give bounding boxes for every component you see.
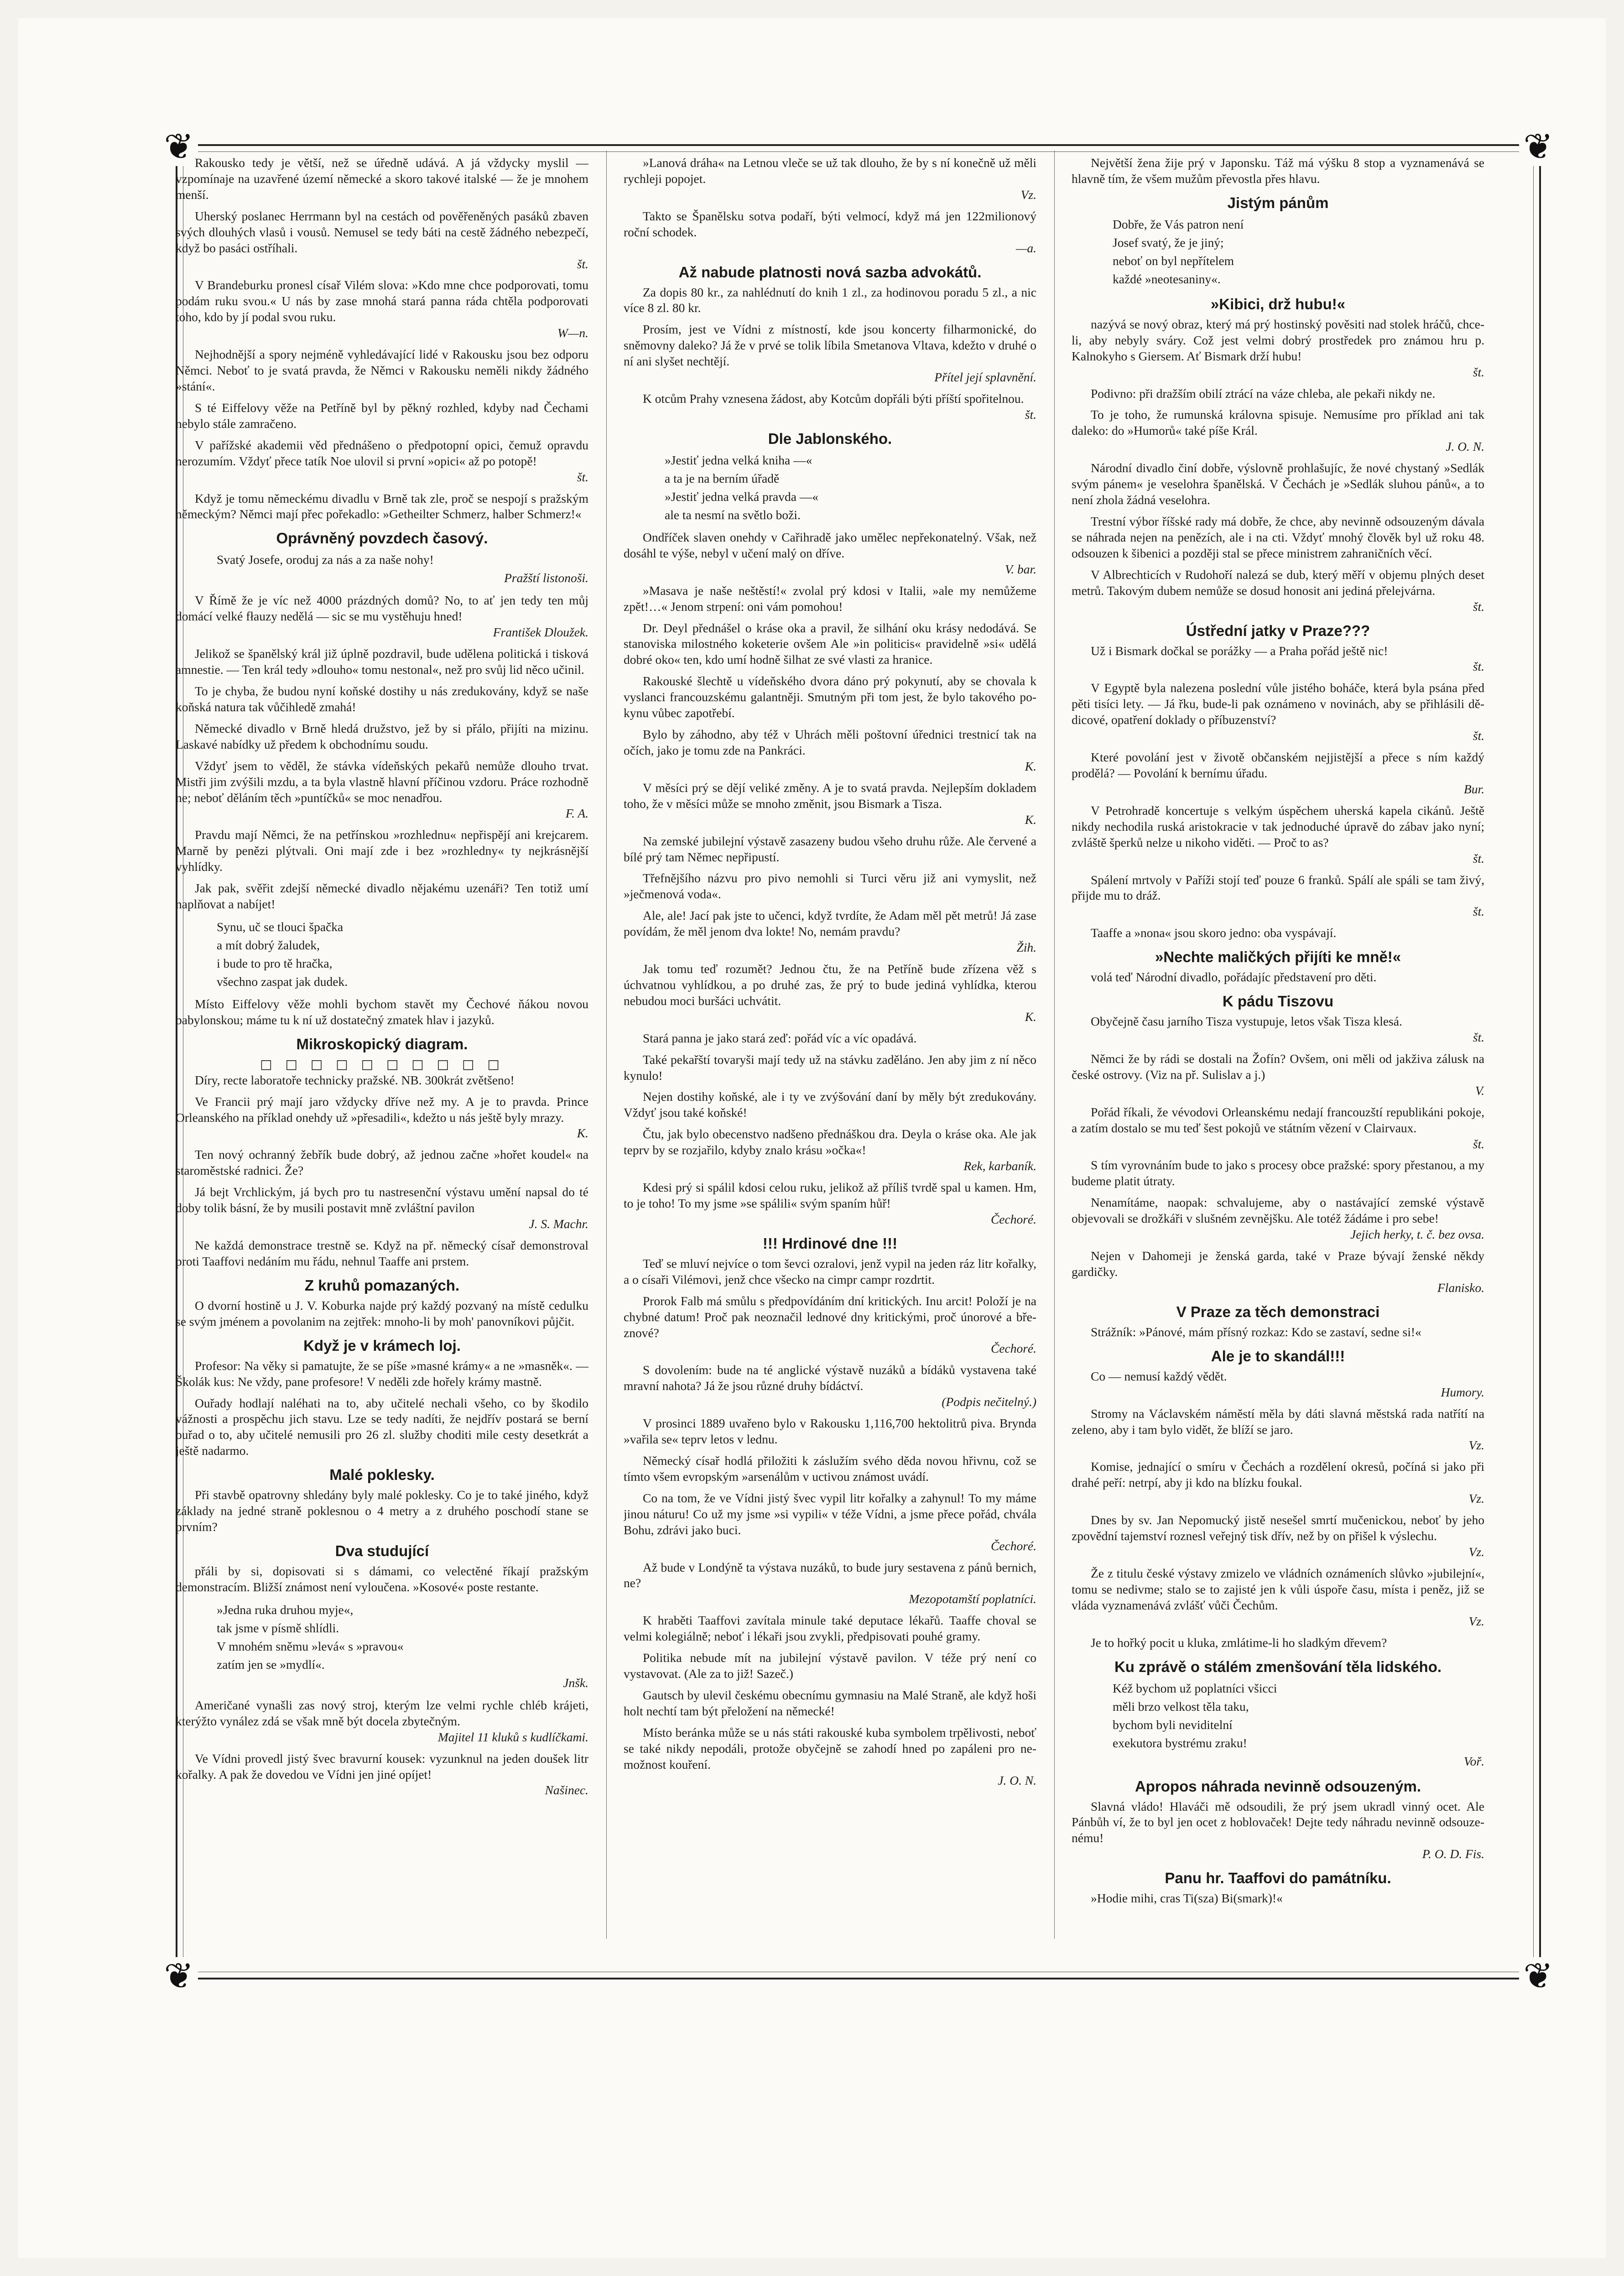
article-paragraph <box>1072 514 1484 562</box>
article-heading: »Kibici, drž hubu!« <box>1210 295 1346 312</box>
article-paragraph <box>624 1613 1036 1645</box>
author-signature: P. O. D. Fis. <box>1422 1847 1484 1861</box>
article-paragraph <box>624 322 1036 385</box>
article-paragraph <box>624 727 1036 775</box>
article-paragraph <box>624 833 1036 865</box>
author-signature: Flanisko. <box>1437 1280 1484 1295</box>
paragraph-text: Ale, ale! Jací pak jste to učenci, když tvrdíte, že Adam měl pět metrů! Já zase povídám, že měl jenom dva lokte! No, nemám pravdu? <box>624 908 1036 939</box>
article-paragraph <box>1072 567 1484 615</box>
paragraph-text: Místo beránka může se u nás státi rakouské kuba symbolem trpělivosti, neboť se také nikdy nepodáli, protože obyčejně se zahodí hned po zapáleni pro nemožnost kouření. <box>624 1725 1036 1771</box>
paragraph-text: V prosinci 1889 uvařeno bylo v Rakousku 1,116,700 hektolitrů piva. Brynda »vařila se« teprv letos v lednu. <box>624 1416 1036 1447</box>
author-signature: Přítel její splavnění. <box>934 370 1036 385</box>
article-paragraph <box>1072 1324 1484 1340</box>
paragraph-text: Obyčejně času jarního Tisza vystupuje, letos však Tisza klesá. <box>1091 1014 1402 1029</box>
article-paragraph <box>624 1256 1036 1288</box>
article-paragraph <box>176 593 588 641</box>
article-paragraph <box>176 1073 588 1089</box>
paragraph-text: Národní divadlo činí dobře, výslovně prohlašujíc, že nové chystaný »Sedlák svým pánem« je veselohra španělská. V Čechách je »Sedlák sluhou pánů«, a to není zhola žádná veselohra. <box>1072 461 1484 507</box>
author-signature: št. <box>1473 729 1484 743</box>
article-heading: K pádu Tiszovu <box>1222 993 1334 1010</box>
article-paragraph <box>624 155 1036 203</box>
article-paragraph <box>624 1416 1036 1448</box>
paragraph-text: Třefnějšího názvu pro pivo nemohli si Turci věru již ani vymyslit, než »ječmenová voda«. <box>624 871 1036 901</box>
article-paragraph <box>624 1089 1036 1121</box>
paragraph-text: Dnes by sv. Jan Nepomucký jistě nesešel smrtí mučenickou, neboť by jeho zpovědní tajemství roznesl veřejný tisk dřív, než by on přišel k výslechu. <box>1072 1513 1484 1543</box>
paragraph-text: K otcům Prahy vznesena žádost, aby Kotcům dopřáli býti příští spořitelnou. <box>643 391 1024 406</box>
article-paragraph <box>624 1031 1036 1047</box>
article-heading: !!! Hrdinové dne !!! <box>762 1234 898 1252</box>
paragraph-text: Stará panna je jako stará zeď: pořád víc a víc opadává. <box>643 1031 917 1045</box>
article-paragraph <box>176 1094 588 1142</box>
paragraph-text: Ten nový ochranný žebřík bude dobrý, až jednou začne »hořet koudel« na staroměstské radnici. Že? <box>176 1147 588 1178</box>
column-left <box>176 155 588 1934</box>
article-paragraph <box>176 491 588 523</box>
article-paragraph <box>624 1362 1036 1410</box>
paragraph-text: Místo Eiffelovy věže mohli bychom stavět my Čechové ňákou novou babylonskou; máme tu k ní už dostatečný zmatek hlav i jazyků. <box>176 996 588 1027</box>
paragraph-text: Nejhodnější a spory nejméně vyhledávající lidé v Rakousku jsou bez odporu Němci. Neboť to je svatá pravda, že Němci v Rakousku neměli nikdy žádného »stání«. <box>176 347 588 393</box>
article-paragraph <box>176 996 588 1028</box>
article-heading: Ústřední jatky v Praze??? <box>1186 622 1370 639</box>
paragraph-text: Díry, recte laboratoře technicky pražské. NB. 300krát zvětšeno! <box>195 1073 515 1087</box>
article-heading: Apropos náhrada nevinně odsouzeným. <box>1135 1777 1421 1795</box>
paragraph-text: Na zemské jubilejní výstavě zasazeny budou všeho druhu růže. Ale červené a bílé prý tam Němec nepřipustí. <box>624 833 1036 864</box>
verse-line: Synu, uč se tlouci špačka <box>217 919 344 934</box>
author-signature: Vz. <box>1468 1438 1484 1453</box>
paragraph-text: Jak pak, svěřit zdejší německé divadlo nějakému uzenáři? Ten totiž umí naplňovat a nabíjet! <box>176 881 588 911</box>
paragraph-text: Slavná vládo! Hlaváči mě odsoudili, že prý jsem ukradl vinný ocet. Ale Pánbůh ví, že to byl jen ocet z hoblovaček! Dejte tedy náhradu nevinně odsouzenému! <box>1072 1799 1484 1845</box>
article-paragraph <box>1072 1635 1484 1651</box>
article-paragraph <box>624 780 1036 828</box>
paragraph-text: Stromy na Václavském náměstí měla by dáti slavná městská rada natřítí na zeleno, aby i tam bylo vidět, že blíží se jaro. <box>1072 1406 1484 1437</box>
verse-line: i bude to pro tě hračka, <box>217 956 333 970</box>
paragraph-text: S tím vyrovnáním bude to jako s procesy obce pražské: spory přestanou, a my budeme platit útraty. <box>1072 1158 1484 1188</box>
article-paragraph <box>176 1184 588 1232</box>
paragraph-text: Trestní výbor říšské rady má dobře, že chce, aby nevinně odsouzeným dávala se náhrada nejen na penězích, ale i na cti. Vždyť mnohý člověk byl už roku 48. odsouzen k šibenici a později stal se přece ministrem zahraničních věcí. <box>1072 514 1484 560</box>
paragraph-text: Ve Vídni provedl jistý švec bravurní kousek: vyzunknul na jeden doušek litr kořalky. A pak že dovedou ve Vídni jen jiné opíjet! <box>176 1751 588 1781</box>
article-paragraph <box>176 400 588 432</box>
paragraph-text: »Lanová dráha« na Letnou vleče se už tak dlouho, že by s ní konečně už měli rychleji popojet. <box>624 156 1036 186</box>
article-paragraph <box>1072 680 1484 744</box>
paragraph-text: Američané vynašli zas nový stroj, kterým lze velmi rychle chléb krájeti, kterýžto vynález zdá se však mně být docela zbytečným. <box>176 1698 588 1728</box>
article-heading: Ku zprávě o stálém zmenšování těla lidského. <box>1114 1658 1442 1675</box>
author-signature: št. <box>1473 365 1484 379</box>
article-paragraph <box>1072 1014 1484 1046</box>
article-paragraph <box>1072 1104 1484 1152</box>
paragraph-text: Pořád říkali, že vévodovi Orleanskému nedají francouzští republikáni pokoje, a zatím dostalo se mu teď šest pokojů ve státním vězení v Clairvaux. <box>1072 1104 1484 1135</box>
paragraph-text: V Petrohradě koncertuje s velkým úspěchem uherská kapela cikánů. Ještě nikdy nechodila ruská aristokracie v tak jednoduché úpravě do zábav jako nyní; zvláště šperků nelze u nikoho viděti. — Proč to as? <box>1072 803 1484 849</box>
author-signature: Mezopotamští poplatníci. <box>909 1592 1036 1606</box>
author-signature: Jejich herky, t. č. bez ovsa. <box>1350 1227 1484 1242</box>
article-paragraph <box>176 880 588 912</box>
paragraph-text: Jelikož se španělský král již úplně pozdravil, bude udělena politická i tisková amnestie. — Ten král tedy »dlouho« tomu nestonal«, než pro svůj lid něco učinil. <box>176 646 588 677</box>
paragraph-text: Spálení mrtvoly v Paříži stojí teď pouze 6 franků. Spálí ale spáli se tam živý, přijde mu to dráž. <box>1072 872 1484 903</box>
author-signature: V. bar. <box>1005 562 1036 576</box>
article-paragraph <box>176 1396 588 1459</box>
article-paragraph <box>176 1238 588 1270</box>
article-paragraph <box>1072 1051 1484 1099</box>
author-signature: Čechoré. <box>990 1341 1036 1356</box>
verse-line: »Jestiť jedna velká pravda —« <box>665 489 819 504</box>
paragraph-text: S té Eiffelovy věže na Petříně byl by pěkný rozhled, kdyby nad Čechami nebylo stále zamračeno. <box>176 400 588 431</box>
article-paragraph <box>176 1358 588 1390</box>
verse-line: V mnohém sněmu »levá« s »pravou« <box>217 1639 404 1653</box>
article-paragraph <box>1072 1891 1484 1906</box>
verse-line: bychom byli neviditelní <box>1113 1717 1233 1732</box>
author-signature: Žih. <box>1016 940 1036 955</box>
verse-block <box>217 551 588 587</box>
paragraph-text: To je chyba, že budou nyní koňské dostihy u nás zredukovány, když se naše koňská natura tak vůčihledě zmahá! <box>176 683 588 714</box>
paragraph-text: To je toho, že rumunská královna spisuje. Nemusíme pro příklad ani tak daleko: do »Humorů« také píše Král. <box>1072 407 1484 438</box>
article-heading: Mikroskopický diagram. <box>296 1035 468 1052</box>
ornamental-corner-icon: ❦ <box>1519 1957 1557 1995</box>
verse-line: neboť on byl nepřítelem <box>1113 253 1234 268</box>
paragraph-text: Už i Bismark dočkal se porážky — a Praha pořád ještě nic! <box>1091 643 1388 658</box>
author-signature: K. <box>1025 1009 1036 1024</box>
verse-line: ale ta nesmí na světlo boži. <box>665 507 801 522</box>
article-paragraph <box>176 208 588 272</box>
author-signature: št. <box>577 469 588 484</box>
article-heading: Malé poklesky. <box>329 1466 435 1484</box>
author-signature: št. <box>1473 1030 1484 1045</box>
paragraph-text: Nejen v Dahomeji je ženská garda, také v Praze bývají ženské někdy gardičky. <box>1072 1249 1484 1279</box>
article-paragraph <box>624 1560 1036 1608</box>
paragraph-text: Jak tomu teď rozumět? Jednou čtu, že na Petříně bude zřízena věž s úchvatnou vyhlídkou, a po druhé zas, že prý to bude jediná vyhlídka, kterou nebudou moci buršáci uchvátit. <box>624 962 1036 1008</box>
ornamental-corner-icon: ❦ <box>160 128 198 166</box>
author-signature: K. <box>577 1126 588 1141</box>
article-paragraph <box>176 155 588 203</box>
paragraph-text: Že z titulu české výstavy zmizelo ve vládních oznámeních slůvko »jubilejní«, tomu se nedivme; stalo se to zajisté jen k vůli úspoře času, místa i peněz, již se vláda vyznamenává zvlášť vůči Čechům. <box>1072 1566 1484 1612</box>
column-rule <box>1054 151 1055 1939</box>
paragraph-text: Vždyť jsem to věděl, že stávka vídeňských pekařů nemůže dlouho trvat. Mistři jim zvýšili mzdu, a ta byla vlastně hlavní příčinou vzdoru. Práce rozhodně ne; neboť děláním těch »puntíčků« se moc nenadřou. <box>176 758 588 805</box>
article-paragraph <box>176 721 588 753</box>
paragraph-text: »Hodie mihi, cras Ti(sza) Bi(smark)!« <box>1091 1891 1283 1906</box>
article-paragraph <box>176 1147 588 1179</box>
paragraph-text: Prosím, jest ve Vídni z místností, kde jsou koncerty filharmonické, do sněmovny daleko? Já že v prvé se tolik líbila Smetanova Vltava, kdežto v druhé o ní ani slyšet nechtějí. <box>624 322 1036 369</box>
paragraph-text: Za dopis 80 kr., za nahlédnutí do knih 1 zl., za hodinovou poradu 5 zl., a nic více 8 zl. 80 kr. <box>624 285 1036 315</box>
article-paragraph <box>1072 1799 1484 1863</box>
article-paragraph <box>1072 969 1484 985</box>
article-paragraph <box>1072 317 1484 380</box>
diagram-boxes: □ □ □ □ □ □ □ □ □ □ <box>260 1056 504 1072</box>
paragraph-text: Já bejt Vrchlickým, já bych pro tu nastresenční výstavu umění napsal do té doby tolik básní, že by musili postavit mně zvláštní pavilon <box>176 1185 588 1215</box>
article-paragraph <box>1072 155 1484 187</box>
paragraph-text: Taaffe a »nona« jsou skoro jedno: oba vyspávají. <box>1091 926 1337 940</box>
paragraph-text: Co — nemusí každý vědět. <box>1091 1369 1227 1383</box>
paragraph-text: V pařížské akademii věd přednášeno o předpotopní opici, čemuž opravdu nerozumím. Vždyť přece tatík Noe ulovil si první »opici« až po potopě! <box>176 437 588 468</box>
paragraph-text: V Albrechticích v Rudohoří nalezá se dub, který měří v objemu plných deset metrů. Takovým dubem nemůže se dosud honosit ani jediná přelejvárna. <box>1072 567 1484 598</box>
article-paragraph <box>1072 1248 1484 1296</box>
author-signature: Jnšk. <box>563 1675 588 1690</box>
column-middle <box>624 155 1036 1934</box>
article-paragraph <box>624 870 1036 902</box>
ornamental-corner-icon: ❦ <box>160 1957 198 1995</box>
author-signature: J. S. Machr. <box>529 1217 588 1231</box>
paragraph-text: Ondříček slaven onehdy v Cařihradě jako umělec nepřekonatelný. Však, než dosáhl te výše, nebyl v učení malý on dříve. <box>624 530 1036 560</box>
article-paragraph <box>1072 1459 1484 1507</box>
paragraph-text: Co na tom, že ve Vídni jistý švec vypil litr kořalky a zahynul! To my máme jinou náturu! Co už my jsme »si vypili« v téže Vídni, a jsme přece pořád, chvála Bohu, zdrávi jako buci. <box>624 1490 1036 1537</box>
paragraph-text: Teď se mluví nejvíce o tom ševci ozralovi, jenž vypil na jeden ráz litr kořalky, a o císaři Vilémovi, jenž chce všecko na cimpr campr rozdrtit. <box>624 1256 1036 1286</box>
author-signature: K. <box>1025 812 1036 827</box>
article-paragraph <box>624 1650 1036 1682</box>
article-paragraph <box>624 530 1036 578</box>
verse-line: každé »neotesaniny«. <box>1113 271 1221 286</box>
article-paragraph <box>624 908 1036 956</box>
paragraph-text: V měsíci prý se dějí veliké změny. A je to svatá pravda. Nejlepším dokladem toho, že v měsíci může se mnoho změnit, jsou Bismark a Tisza. <box>624 780 1036 811</box>
author-signature: Čechoré. <box>990 1538 1036 1553</box>
article-paragraph <box>624 1293 1036 1357</box>
author-signature: Rek, karbaník. <box>963 1159 1036 1173</box>
verse-line: exekutora bystrému zraku! <box>1113 1735 1247 1750</box>
paragraph-text: Pravdu mají Němci, že na petřínskou »rozhlednu« nepřispějí ani krejcarem. Marně by penězi plýtvali. Oni mají zde i bez »rozhledny« ty nejkrásnější vyhlídky. <box>176 828 588 874</box>
verse-line: tak jsme v písmě shlídli. <box>217 1620 339 1635</box>
author-signature: Voř. <box>1463 1754 1484 1768</box>
paragraph-text: Profesor: Na věky si pamatujte, že se píše »masné krámy« a ne »masněk«. — Školák kus: Ne vždy, pane profesore! V neděli zde hořely krámy mastně. <box>176 1358 588 1389</box>
paragraph-text: Uherský poslanec Herrmann byl na cestách od pověřeněných pasáků zbaven svých dlouhých vlasů i vousů. Nemusel se tedy báti na cestě žádného nebezpečí, když bo pasáci ostříhali. <box>176 208 588 255</box>
paragraph-text: Rakousko tedy je větší, než se úředně udává. A já vždycky myslil — vzpomínaje na uzavřené území německé a skoro takové italské — že je mnohem menší. <box>176 156 588 202</box>
verse-block <box>217 918 588 991</box>
article-paragraph <box>1072 925 1484 941</box>
article-paragraph <box>176 827 588 875</box>
article-paragraph <box>1072 1369 1484 1401</box>
article-heading: Když je v krámech loj. <box>303 1337 461 1354</box>
paragraph-text: volá teď Národní divadlo, pořádajíc představení pro děti. <box>1091 970 1377 984</box>
author-signature: V. <box>1475 1083 1484 1098</box>
paragraph-text: Němci že by rádi se dostali na Žofín? Ovšem, oni měli od jakživa zálusk na české ostrovy. (Viz na př. Sulislav a j.) <box>1072 1051 1484 1082</box>
paragraph-text: Které povolání jest v životě občanském nejjistější a přece s ním každý prodělá? — Povolání k bernímu úřadu. <box>1072 750 1484 780</box>
verse-block <box>1113 215 1484 288</box>
paragraph-text: Německé divadlo v Brně hledá družstvo, jež by si přálo, přijíti na mizinu. Laskavé nabídky už předem k obchodnímu soudu. <box>176 721 588 751</box>
article-paragraph <box>176 1563 588 1595</box>
verse-line: všechno zaspat jak dudek. <box>217 974 348 989</box>
paragraph-text: Je to hořký pocit u kluka, zmlátime-li ho sladkým dřevem? <box>1091 1635 1387 1650</box>
author-signature: št. <box>1473 851 1484 865</box>
article-heading: Dle Jablonského. <box>768 430 892 447</box>
author-signature: Našinec. <box>545 1783 588 1797</box>
article-paragraph <box>176 646 588 678</box>
article-heading: Ale je to skandál!!! <box>1211 1347 1345 1365</box>
article-paragraph <box>624 1490 1036 1554</box>
paragraph-text: Největší žena žije prý v Japonsku. Táž má výšku 8 stop a vyznamenává se hlavně tím, že všem mužům převostla přes hlavu. <box>1072 156 1484 186</box>
article-paragraph <box>1072 1512 1484 1560</box>
article-paragraph <box>1072 407 1484 455</box>
article-paragraph <box>624 1180 1036 1228</box>
article-paragraph <box>176 1698 588 1745</box>
article-paragraph <box>624 673 1036 721</box>
author-signature: J. O. N. <box>998 1773 1036 1787</box>
article-paragraph <box>176 347 588 395</box>
paragraph-text: nazývá se nový obraz, který má prý hostinský pověsiti nad stolek hráčů, chce-li, aby nebyly sváry. Což jest velmi dobrý prostředek pro známou hru p. Kalnokyho s Giersem. Ať Bismark drží hubu! <box>1072 317 1484 363</box>
article-paragraph <box>624 1052 1036 1084</box>
verse-block <box>1113 1679 1484 1771</box>
author-signature: št. <box>1025 407 1036 422</box>
paragraph-text: Nenamítáme, naopak: schvalujeme, aby o nastávající zemské výstavě objevovali se drožkáři v slušném zevnějšku. Ale totéž žádáme i pro sebe! <box>1072 1195 1484 1226</box>
verse-line: a mít dobrý žaludek, <box>217 937 320 952</box>
author-signature: (Podpis nečitelný.) <box>942 1395 1036 1409</box>
paragraph-text: »Masava je naše neštěstí!« zvolal prý kdosi v Italii, »ale my nemůžeme zpět!…« Jenom strpení: oni vám pomohou! <box>624 583 1036 614</box>
verse-line: a ta je na berním úřadě <box>665 471 780 485</box>
paragraph-text: Podivno: při dražším obilí ztrácí na váze chleba, ale pekaři nikdy ne. <box>1091 386 1436 401</box>
article-paragraph <box>1072 1157 1484 1189</box>
article-heading: Panu hr. Taaffovi do památníku. <box>1165 1870 1391 1887</box>
article-paragraph <box>624 208 1036 256</box>
verse-block <box>217 1601 588 1692</box>
verse-line: Dobře, že Vás patron není <box>1113 217 1244 231</box>
ornamental-corner-icon: ❦ <box>1519 128 1557 166</box>
article-paragraph <box>176 1298 588 1330</box>
verse-line: Kéž bychom už poplatníci všicci <box>1113 1681 1277 1695</box>
paragraph-text: V Brandeburku pronesl císař Vilém slova: »Kdo mne chce podporovati, tomu podám ruku svou.« U nás by zase mnohá stará panna ráda chtěla podporovati toho, kdo by jí podal svou ruku. <box>176 278 588 324</box>
article-paragraph <box>1072 872 1484 920</box>
paragraph-text: Kdesi prý si spálil kdosi celou ruku, jelikož až příliš tvrdě spal u kamen. Hm, to je toho! To my jsme »se spálili« svým spaním hůř! <box>624 1180 1036 1211</box>
paragraph-text: K hraběti Taaffovi zavítala minule také deputace lékařů. Taaffe choval se velmi kolegiálně; neboť i lékaři jsou zvykli, předpisovati pouhé gramy. <box>624 1613 1036 1644</box>
article-paragraph <box>1072 643 1484 675</box>
verse-block <box>665 451 1036 524</box>
paragraph-text: V Egyptě byla nalezena poslední vůle jistého boháče, která byla psána před pěti tisíci lety. — Já řku, bude-li pak oznámeno v novinách, aby se přihlásili dědicové, opatření doklady o příbuzenství? <box>1072 681 1484 727</box>
article-heading: Z kruhů pomazaných. <box>304 1276 460 1294</box>
article-paragraph <box>1072 1406 1484 1454</box>
paragraph-text: S dovolením: bude na té anglické výstavě nuzáků a bídáků vystavena také mravní nahota? Já že jsou různé druhy bídáctví. <box>624 1363 1036 1393</box>
article-paragraph <box>624 285 1036 317</box>
author-signature: Vz. <box>1468 1614 1484 1628</box>
article-paragraph <box>1072 1195 1484 1243</box>
article-paragraph <box>624 1687 1036 1719</box>
paragraph-text: Politika nebude mít na jubilejní výstavě pavilon. V téže prý není co vystavovat. (Ale za to již! Sazeč.) <box>624 1651 1036 1681</box>
paragraph-text: V Římě že je víc než 4000 prázdných domů? No, to ať jen tedy ten můj domácí velké fłauzy nedělá — sic se mu vystěhuju hned! <box>176 593 588 624</box>
verse-line: zatím jen se »mydlí«. <box>217 1657 325 1672</box>
paragraph-text: O dvorní hostině u J. V. Koburka najde prý každý pozvaný na místě cedulku se svým jménem a povolanim na zejtřek: mnoho-li by moh' panovníkovi půjčit. <box>176 1298 588 1328</box>
paragraph-text: Ne každá demonstrace trestně se. Když na př. německý císař demonstroval proti Taaffovi nedáním mu řádu, nehnul Taaffe ani prstem. <box>176 1238 588 1268</box>
paragraph-text: Ouřady hodlají naléhati na to, aby učitelé nechali všeho, co by škodilo vážnosti a prospěchu jich stavu. Lze se tedy nadíti, že nejdřív postará se berní ouřad o to, aby učitelé nemusili pro 26 zl. služby choditi mile cesty desetkrát a ještě nadarmo. <box>176 1396 588 1458</box>
article-heading: Jistým pánům <box>1227 194 1329 211</box>
paragraph-text: Rakouské šlechtě u vídeňského dvora dáno prý pokynutí, aby se chovala k vyslanci francouzskému galantněji. Smutným při tom jest, že bylo takového pokynu vůbec zapotřebí. <box>624 674 1036 720</box>
paragraph-text: Při stavbě opatrovny shledány byly malé poklesky. Co je to také jiného, když základy na jedné straně poklesnou o 4 metry a z druhého poschodí stane se prvním? <box>176 1488 588 1534</box>
author-signature: F. A. <box>565 806 588 821</box>
author-signature: Bur. <box>1463 781 1484 796</box>
author-signature: Pražští listonoši. <box>504 571 588 585</box>
verse-line: Josef svatý, že je jiný; <box>1113 235 1224 250</box>
article-paragraph <box>1072 1566 1484 1630</box>
verse-line: »Jestiť jedna velká kniha —« <box>665 453 812 467</box>
author-signature: št. <box>1473 904 1484 919</box>
article-paragraph <box>624 620 1036 668</box>
paragraph-text: Bylo by záhodno, aby též v Uhrách měli poštovní úřednici trestnicí tak na očích, jako je tomu zde na Pankráci. <box>624 727 1036 757</box>
author-signature: K. <box>1025 759 1036 773</box>
article-heading: »Nechte maličkých přijíti ke mně!« <box>1155 948 1401 966</box>
article-paragraph <box>624 961 1036 1025</box>
verse-line: »Jedna ruka druhou myje«, <box>217 1602 354 1617</box>
article-heading: Oprávněný povzdech časový. <box>276 530 488 547</box>
paragraph-text: Ve Francii prý mají jaro vždycky dříve než my. A je to pravda. Prince Orleanského na příklad onehdy už »přesadili«, kdežto u nás ještě byly mrazy. <box>176 1094 588 1125</box>
article-paragraph <box>624 391 1036 423</box>
column-right <box>1072 155 1484 1934</box>
author-signature: Majitel 11 kluků s kudlíčkami. <box>437 1729 588 1744</box>
article-paragraph <box>176 277 588 341</box>
article-paragraph <box>176 1487 588 1535</box>
author-signature: Humory. <box>1441 1385 1484 1399</box>
author-signature: J. O. N. <box>1446 439 1484 454</box>
paragraph-text: Komise, jednající o smíru v Čechách a rozdělení okresů, počíná si jako při drahé peří: netrpí, aby ji kdo na blízku foukal. <box>1072 1459 1484 1490</box>
author-signature: št. <box>577 256 588 271</box>
article-paragraph <box>1072 803 1484 867</box>
paragraph-text: Strážník: »Pánové, mám přísný rozkaz: Kdo se zastaví, sedne si!« <box>1091 1324 1421 1339</box>
author-signature: —a. <box>1015 240 1036 255</box>
column-rule <box>606 151 607 1939</box>
article-heading: Až nabude platnosti nová sazba advokátů. <box>678 263 982 281</box>
article-heading: V Praze za těch demonstraci <box>1176 1303 1380 1320</box>
author-signature: Čechoré. <box>990 1212 1036 1226</box>
paragraph-text: Takto se Španělsku sotva podaří, býti velmocí, když má jen 122milionový roční schodek. <box>624 208 1036 239</box>
article-paragraph <box>1072 750 1484 797</box>
article-paragraph <box>624 583 1036 615</box>
paragraph-text: Gautsch by ulevil českému obecnímu gymnasiu na Malé Straně, ale když hoši holt nechtí tam být přeložení na německé! <box>624 1687 1036 1718</box>
paragraph-text: Až bude v Londýně ta výstava nuzáků, to bude jury sestavena z pánů bernich, ne? <box>624 1560 1036 1590</box>
paragraph-text: Také pekařští tovaryši mají tedy už na stávku zaděláno. Jen aby jim z ní něco kynulo! <box>624 1052 1036 1083</box>
paragraph-text: Nejen dostihy koňské, ale i ty ve zvýšování daní by měly být zredukovány. Vždyť jsou také koňské! <box>624 1089 1036 1120</box>
article-paragraph <box>176 1751 588 1799</box>
paragraph-text: přáli by si, dopisovati si s dámami, co velectěné říkají pražským demonstracím. Bližší známost není vyloučena. »Kosové« poste restante. <box>176 1564 588 1594</box>
article-paragraph <box>1072 460 1484 508</box>
paragraph-text: Když je tomu německému divadlu v Brně tak zle, proč se nespojí s pražským německým? Němci mají přec pořekadlo: »Getheilter Schmerz, halber Schmerz!« <box>176 491 588 521</box>
author-signature: Vz. <box>1468 1545 1484 1559</box>
verse-line: Svatý Josefe, oroduj za nás a za naše nohy! <box>217 552 434 567</box>
author-signature: W—n. <box>557 326 588 340</box>
paragraph-text: Německý císař hodlá přiložiti k záslužím svého děda novou hřivnu, což se tímto všem evropským »arsenálům v uctivou známost uvádí. <box>624 1453 1036 1484</box>
article-paragraph <box>624 1725 1036 1789</box>
verse-line: měli brzo velkost těla taku, <box>1113 1699 1249 1714</box>
article-paragraph <box>176 758 588 822</box>
article-paragraph <box>176 683 588 715</box>
paragraph-text: Dr. Deyl přednášel o kráse oka a pravil, že silhání oku krásy nedodává. Se stanoviska milostného koketerie ovšem Ale »in politicis« pravidelně »si« udělá dobré oko« ten, kdo umí hodně šilhat ze své vlasti za hranice. <box>624 620 1036 667</box>
author-signature: št. <box>1473 659 1484 674</box>
paragraph-text: Čtu, jak bylo obecenstvo nadšeno přednáškou dra. Deyla o kráse oka. Ale jak teprv by se rozjařilo, kdyby znalo krásu »očka«! <box>624 1127 1036 1157</box>
author-signature: Vz. <box>1020 187 1036 202</box>
author-signature: Vz. <box>1468 1491 1484 1506</box>
article-paragraph <box>1072 386 1484 402</box>
author-signature: František Dloužek. <box>493 625 588 640</box>
article-paragraph <box>624 1126 1036 1174</box>
article-paragraph <box>624 1453 1036 1485</box>
article-heading: Dva studující <box>335 1542 429 1559</box>
author-signature: št. <box>1473 1136 1484 1151</box>
article-paragraph <box>176 437 588 485</box>
author-signature: št. <box>1473 599 1484 614</box>
paragraph-text: Prorok Falb má smůlu s předpovídáním dní kritických. Inu arcit! Položí je na chybné datum! Proč pak neoznačil lednové dny kritickými, proč únorové a březnové? <box>624 1293 1036 1340</box>
